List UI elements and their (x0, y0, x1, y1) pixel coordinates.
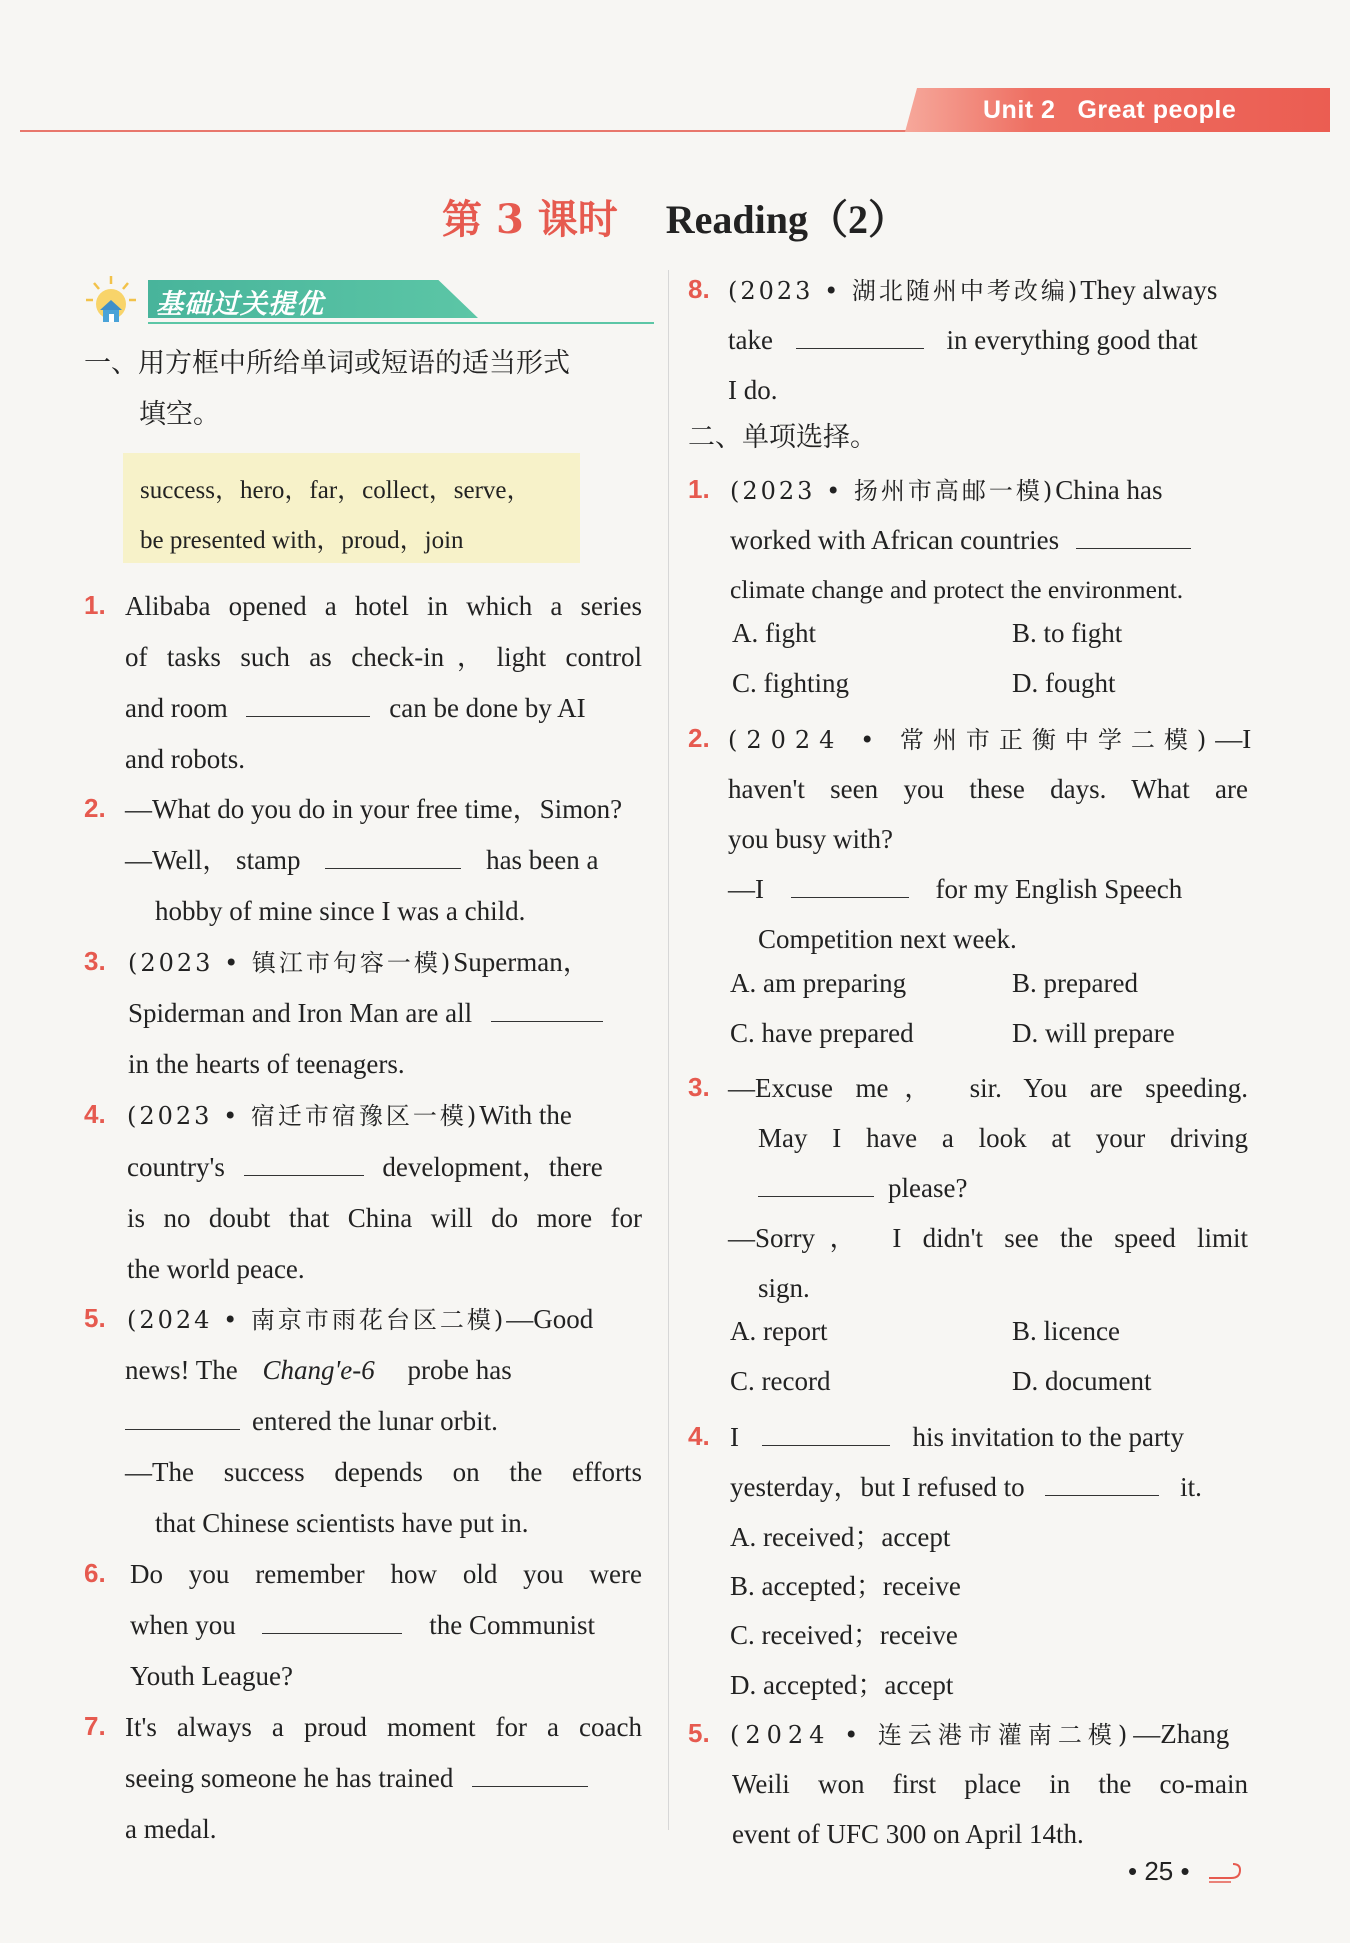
m5-line3: event of UFC 300 on April 14th. (732, 1819, 1084, 1849)
m3-line5: sign. (758, 1273, 810, 1303)
m4-option-d[interactable]: D. accepted；accept (730, 1670, 954, 1700)
q8-number: 8. (688, 274, 710, 304)
q2-line2-a: —Well， stamp (125, 845, 301, 875)
q6-line2-b: the Communist (429, 1610, 595, 1640)
q7-line1: It's always a proud moment for a coach (125, 1712, 642, 1742)
q2-line2-b: has been a (486, 845, 599, 875)
q1-line3 (125, 690, 642, 726)
column-divider (668, 270, 669, 1830)
m3-number: 3. (688, 1072, 710, 1102)
m4-line1 (730, 1419, 1248, 1455)
q4-line1 (127, 1097, 572, 1134)
q8-line1-b: They always (1080, 275, 1218, 305)
m4-line2-a: yesterday，but I refused to (730, 1472, 1025, 1502)
q8-line3: I do. (728, 375, 778, 405)
m3-line3-b: please? (888, 1173, 968, 1203)
m2-blank[interactable] (791, 871, 909, 898)
q8-line2-b: in everything good that (946, 325, 1198, 355)
q4-line2-a: country's (127, 1152, 225, 1182)
m4-option-a[interactable]: A. received；accept (730, 1522, 951, 1552)
q6-line2 (130, 1607, 642, 1643)
m5-line1 (730, 1716, 1229, 1753)
m2-line4-b: for my English Speech (935, 874, 1183, 904)
lesson-name: Reading（2） (665, 197, 908, 242)
m1-option-d[interactable]: D. fought (1012, 668, 1116, 698)
m1-option-b[interactable]: B. to fight (1012, 618, 1123, 648)
m2-line4-a: —I (728, 874, 764, 904)
m3-line2: May I have a look at your driving (758, 1123, 1248, 1153)
lesson-number: 第 3 课时 (442, 196, 618, 243)
q1-line3-b: can be done by AI (389, 693, 586, 723)
m1-blank[interactable] (1076, 522, 1191, 549)
badge-text: 基础过关提优 (156, 289, 324, 320)
m5-source: (2024 • 连云港市灌南二模) (730, 1721, 1134, 1749)
m4-line1-b: his invitation to the party (912, 1422, 1184, 1452)
m1-option-c[interactable]: C. fighting (732, 668, 850, 698)
q4-line2 (127, 1149, 603, 1185)
unit-label: Unit 2 (983, 96, 1056, 124)
section1-heading-line2: 填空。 (139, 399, 220, 430)
m5-line2: Weili won first place in the co-main (732, 1769, 1248, 1799)
m1-option-a[interactable]: A. fight (732, 618, 816, 648)
q3-blank[interactable] (491, 995, 603, 1022)
m2-option-d[interactable]: D. will prepare (1012, 1018, 1175, 1048)
q4-line4: the world peace. (127, 1254, 305, 1284)
q6-line1: Do you remember how old you were (130, 1559, 642, 1589)
m1-line2-text: worked with African countries (730, 525, 1060, 555)
q5-probe-name: Chang'e-6 (262, 1355, 375, 1385)
q7-blank[interactable] (472, 1760, 588, 1787)
m4-line2 (730, 1469, 1202, 1505)
m2-option-c[interactable]: C. have prepared (730, 1018, 914, 1048)
q4-line1-b: With the (479, 1100, 572, 1130)
word-box-line2: be presented with，proud，join (140, 527, 464, 554)
q4-number: 4. (84, 1099, 106, 1129)
m1-source: (2023 • 扬州市高邮一模) (730, 477, 1056, 505)
m3-option-d[interactable]: D. document (1012, 1366, 1152, 1396)
m2-line2: haven't seen you these days. What are (728, 774, 1248, 804)
m5-line1-b: —Zhang (1133, 1719, 1230, 1749)
section-badge (84, 270, 654, 330)
m1-line3: climate change and protect the environment. (730, 575, 1184, 604)
m1-number: 1. (688, 474, 710, 504)
m4-option-c[interactable]: C. received；receive (730, 1620, 958, 1650)
m4-number: 4. (688, 1421, 710, 1451)
q5-blank[interactable] (125, 1403, 240, 1430)
unit-title: Great people (1077, 96, 1237, 124)
q1-line2: of tasks such as check-in，light control (125, 642, 642, 672)
m2-option-b[interactable]: B. prepared (1012, 968, 1138, 998)
badge-underline (148, 322, 654, 324)
page-number: • 25 • (1128, 1856, 1190, 1886)
q3-number: 3. (84, 946, 106, 976)
q7-line2-text: seeing someone he has trained (125, 1763, 454, 1793)
section1-heading-line1: 一、用方框中所给单词或短语的适当形式 (84, 348, 570, 379)
word-box-line1: success，hero，far，collect，serve， (140, 477, 532, 504)
q8-line1 (728, 272, 1217, 309)
q8-line2 (728, 322, 1248, 358)
q4-source: (2023 • 宿迁市宿豫区一模) (127, 1102, 480, 1130)
q5-line1 (127, 1301, 593, 1338)
q1-line1: Alibaba opened a hotel in which a series (125, 591, 642, 621)
m2-line3: you busy with? (728, 824, 893, 854)
m5-number: 5. (688, 1718, 710, 1748)
q2-number: 2. (84, 793, 106, 823)
q6-blank[interactable] (262, 1607, 402, 1634)
q7-line3: a medal. (125, 1814, 217, 1844)
m1-line2 (730, 522, 1191, 558)
m2-line1-b: —I (1215, 724, 1252, 754)
page-corner-icon (1207, 1860, 1243, 1886)
m4-blank-2[interactable] (1045, 1469, 1159, 1496)
m2-line1 (728, 721, 1251, 758)
q3-line1 (128, 944, 590, 981)
q3-line1-b: Superman， (453, 947, 590, 977)
m3-line3 (758, 1170, 967, 1206)
house-sun-icon (84, 274, 138, 328)
q5-source: (2024 • 南京市雨花台区二模) (127, 1306, 507, 1334)
q5-line2 (125, 1352, 642, 1388)
q3-source: (2023 • 镇江市句容一模) (128, 949, 454, 977)
m2-option-a[interactable]: A. am preparing (730, 968, 907, 998)
q1-blank[interactable] (246, 690, 370, 717)
q2-line2 (125, 842, 642, 878)
m4-option-b[interactable]: B. accepted；receive (730, 1571, 961, 1601)
q4-line2-b: development，there (382, 1152, 603, 1182)
q1-number: 1. (84, 590, 106, 620)
q3-line3: in the hearts of teenagers. (128, 1049, 405, 1079)
m4-line2-b: it. (1180, 1472, 1202, 1502)
m4-blank-1[interactable] (762, 1419, 890, 1446)
m3-option-a[interactable]: A. report (730, 1316, 828, 1346)
q5-line3-text: entered the lunar orbit. (252, 1406, 498, 1436)
m3-option-c[interactable]: C. record (730, 1366, 831, 1396)
q5-line3 (125, 1403, 498, 1439)
q2-blank[interactable] (325, 842, 461, 869)
page-title (0, 188, 1350, 245)
q5-number: 5. (84, 1303, 106, 1333)
q1-line3-a: and room (125, 693, 228, 723)
q3-line2-text: Spiderman and Iron Man are all (128, 998, 473, 1028)
q4-blank[interactable] (244, 1149, 364, 1176)
m3-line1: —Excuse me， sir. You are speeding. (728, 1073, 1248, 1103)
q5-line5: that Chinese scientists have put in. (155, 1508, 529, 1538)
q6-number: 6. (84, 1558, 106, 1588)
q5-line2-b: probe has (407, 1355, 512, 1385)
q6-line3: Youth League? (130, 1661, 293, 1691)
q4-line3: is no doubt that China will do more for (127, 1203, 642, 1233)
q5-line1-b: —Good (506, 1304, 594, 1334)
q7-number: 7. (84, 1711, 106, 1741)
q5-line4: —The success depends on the efforts (125, 1457, 642, 1487)
q7-line2 (125, 1760, 588, 1796)
q8-blank[interactable] (796, 322, 924, 349)
q3-line2 (128, 995, 603, 1031)
m1-line1 (730, 472, 1162, 509)
section2-heading: 二、单项选择。 (688, 422, 877, 453)
m4-line1-a: I (730, 1422, 739, 1452)
unit-header (983, 96, 1236, 125)
q8-line2-a: take (728, 325, 773, 355)
m3-option-b[interactable]: B. licence (1012, 1316, 1120, 1346)
q8-source: (2023 • 湖北随州中考改编) (728, 277, 1081, 305)
q2-line3: hobby of mine since I was a child. (155, 896, 526, 926)
m1-line1-b: China has (1055, 475, 1163, 505)
m2-number: 2. (688, 723, 710, 753)
q5-line2-a: news! The (125, 1355, 238, 1385)
m2-line4 (728, 871, 1248, 907)
m2-line5: Competition next week. (758, 924, 1017, 954)
q2-line1: —What do you do in your free time，Simon? (125, 794, 623, 824)
m3-line4: —Sorry， I didn't see the speed limit (728, 1223, 1248, 1253)
m2-source: (2024 • 常州市正衡中学二模) (728, 726, 1216, 754)
m3-blank[interactable] (758, 1170, 874, 1197)
q6-line2-a: when you (130, 1610, 236, 1640)
q1-line4: and robots. (125, 744, 245, 774)
